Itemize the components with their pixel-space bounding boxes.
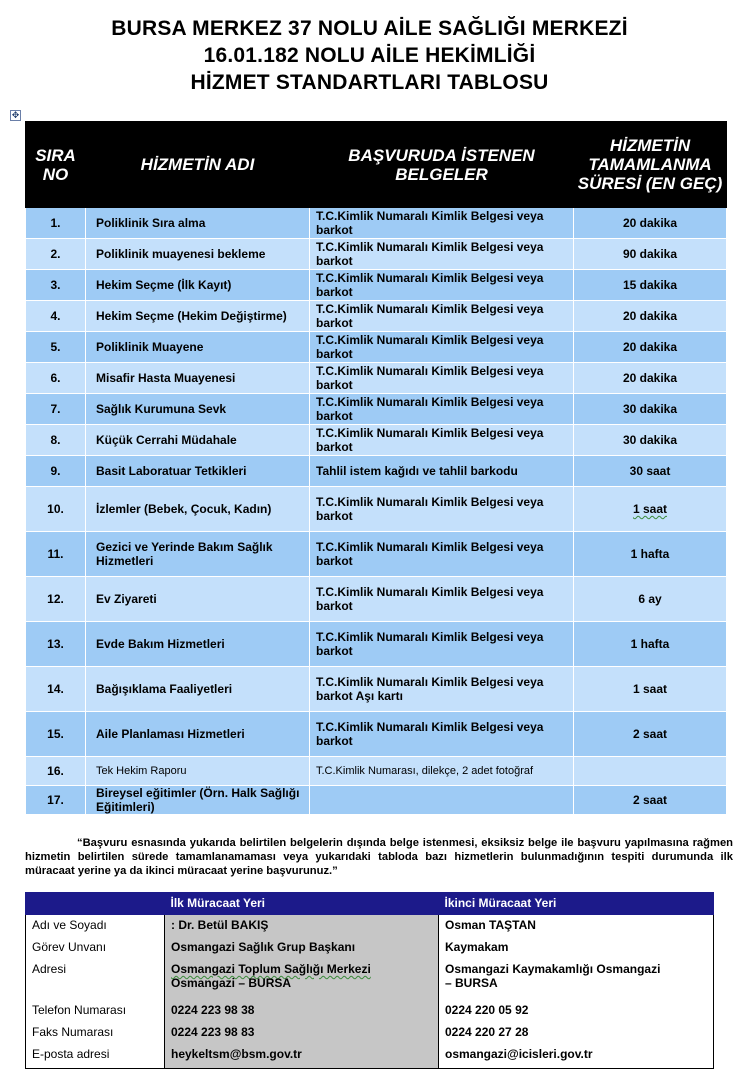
- contact-first-address-line1: Osmangazi Toplum Sağlığı Merkezi: [171, 962, 371, 976]
- row-service-name: Evde Bakım Hizmetleri: [86, 622, 310, 667]
- row-documents: T.C.Kimlik Numarası, dilekçe, 2 adet fotoğraf: [310, 757, 574, 786]
- contact-header-row: [26, 892, 714, 915]
- row-service-name: Aile Planlaması Hizmetleri: [86, 712, 310, 757]
- table-row: [26, 577, 727, 622]
- row-duration: 1 saat: [632, 502, 668, 516]
- title-line-3: HİZMET STANDARTLARI TABLOSU: [190, 71, 549, 94]
- contact-second-name: Osman TAŞTAN: [439, 915, 714, 937]
- row-documents: T.C.Kimlik Numaralı Kimlik Belgesi veya barkot Aşı kartı: [310, 667, 574, 712]
- row-no: 6.: [26, 363, 86, 394]
- row-service-name: Ev Ziyareti: [86, 577, 310, 622]
- header-duration: HİZMETİN TAMAMLANMA SÜRESİ (EN GEÇ): [574, 122, 727, 208]
- contact-first-name: : Dr. Betül BAKIŞ: [165, 915, 439, 937]
- table-row: [26, 208, 727, 239]
- row-documents: Tahlil istem kağıdı ve tahlil barkodu: [310, 456, 574, 487]
- row-duration: [574, 757, 727, 786]
- row-no: 9.: [26, 456, 86, 487]
- row-service-name: Sağlık Kurumuna Sevk: [86, 394, 310, 425]
- contact-row: [26, 1000, 714, 1022]
- row-no: 3.: [26, 270, 86, 301]
- row-documents: T.C.Kimlik Numaralı Kimlik Belgesi veya barkot: [310, 712, 574, 757]
- row-service-name: Hekim Seçme (İlk Kayıt): [86, 270, 310, 301]
- table-row: [26, 786, 727, 815]
- table-row: [26, 487, 727, 532]
- row-documents: T.C.Kimlik Numaralı Kimlik Belgesi veya barkot: [310, 363, 574, 394]
- row-documents: T.C.Kimlik Numaralı Kimlik Belgesi veya barkot: [310, 208, 574, 239]
- row-duration: 1 hafta: [574, 622, 727, 667]
- row-service-name: Hekim Seçme (Hekim Değiştirme): [86, 301, 310, 332]
- row-documents: [310, 786, 574, 815]
- row-no: 11.: [26, 532, 86, 577]
- table-row: [26, 425, 727, 456]
- table-row: [26, 532, 727, 577]
- row-service-name: Basit Laboratuar Tetkikleri: [86, 456, 310, 487]
- contact-second-email[interactable]: osmangazi@icisleri.gov.tr: [439, 1044, 714, 1068]
- contact-second-address-line1: Osmangazi Kaymakamlığı Osmangazi: [445, 962, 661, 976]
- contact-header-second: İkinci Müracaat Yeri: [439, 892, 714, 915]
- table-header-row: [26, 122, 727, 208]
- row-no: 8.: [26, 425, 86, 456]
- header-service-name: HİZMETİN ADI: [86, 122, 310, 208]
- row-no: 13.: [26, 622, 86, 667]
- header-no: SIRA NO: [26, 122, 86, 208]
- row-service-name: Gezici ve Yerinde Bakım Sağlık Hizmetleri: [86, 532, 310, 577]
- row-service-name: Tek Hekim Raporu: [86, 757, 310, 786]
- contact-first-email[interactable]: heykeltsm@bsm.gov.tr: [165, 1044, 439, 1068]
- title-line-2: 16.01.182 NOLU AİLE HEKİMLİĞİ: [203, 44, 536, 67]
- contact-second-fax: 0224 220 27 28: [439, 1022, 714, 1044]
- row-duration: 90 dakika: [574, 239, 727, 270]
- table-row: [26, 239, 727, 270]
- row-duration: 30 dakika: [574, 425, 727, 456]
- table-row: [26, 456, 727, 487]
- row-documents: T.C.Kimlik Numaralı Kimlik Belgesi veya barkot: [310, 622, 574, 667]
- row-no: 15.: [26, 712, 86, 757]
- row-documents: T.C.Kimlik Numaralı Kimlik Belgesi veya barkot: [310, 487, 574, 532]
- row-documents: T.C.Kimlik Numaralı Kimlik Belgesi veya barkot: [310, 425, 574, 456]
- contact-label: E-posta adresi: [26, 1044, 165, 1068]
- row-documents: T.C.Kimlik Numaralı Kimlik Belgesi veya barkot: [310, 394, 574, 425]
- contact-first-address: [165, 959, 439, 1000]
- contact-first-fax: 0224 223 98 83: [165, 1022, 439, 1044]
- row-duration: 1 saat: [574, 667, 727, 712]
- contact-row: [26, 959, 714, 1000]
- contact-second-title: Kaymakam: [439, 937, 714, 959]
- row-duration: 30 saat: [574, 456, 727, 487]
- row-duration: 1 hafta: [574, 532, 727, 577]
- contact-second-phone: 0224 220 05 92: [439, 1000, 714, 1022]
- row-documents: T.C.Kimlik Numaralı Kimlik Belgesi veya barkot: [310, 270, 574, 301]
- contact-label: Görev Unvanı: [26, 937, 165, 959]
- contact-header-first: İlk Müracaat Yeri: [165, 892, 439, 915]
- contact-row: [26, 1044, 714, 1068]
- row-duration: 20 dakika: [574, 363, 727, 394]
- row-duration: 20 dakika: [574, 208, 727, 239]
- row-no: 17.: [26, 786, 86, 815]
- contact-label: Adı ve Soyadı: [26, 915, 165, 937]
- row-duration: 2 saat: [574, 786, 727, 815]
- service-standards-table: [25, 121, 727, 815]
- row-service-name: Poliklinik Sıra alma: [86, 208, 310, 239]
- row-documents: T.C.Kimlik Numaralı Kimlik Belgesi veya barkot: [310, 301, 574, 332]
- contact-second-address: [439, 959, 714, 1000]
- row-service-name: Küçük Cerrahi Müdahale: [86, 425, 310, 456]
- contact-label: Adresi: [26, 959, 165, 1000]
- contact-first-title: Osmangazi Sağlık Grup Başkanı: [165, 937, 439, 959]
- row-service-name: Poliklinik Muayene: [86, 332, 310, 363]
- row-no: 12.: [26, 577, 86, 622]
- application-note: “Başvuru esnasında yukarıda belirtilen belgelerin dışında belge istenmesi, eksiksiz belge ile başvuru yapılmasına rağmen hizmetin belirtilen sürede tamamlanamaması veya yukarıdaki tabloda bazı hizmetlerin bulunmadığının tespiti durumunda ilk müracaat yerine ya da ikinci müracaat yerine başvurunuz.”: [25, 837, 733, 877]
- row-documents: T.C.Kimlik Numaralı Kimlik Belgesi veya barkot: [310, 332, 574, 363]
- row-no: 2.: [26, 239, 86, 270]
- contact-row: [26, 1022, 714, 1044]
- row-documents: T.C.Kimlik Numaralı Kimlik Belgesi veya barkot: [310, 239, 574, 270]
- contact-row: [26, 937, 714, 959]
- row-duration: 20 dakika: [574, 332, 727, 363]
- table-row: [26, 301, 727, 332]
- contact-label: Faks Numarası: [26, 1022, 165, 1044]
- contact-header-empty: [26, 892, 165, 915]
- contact-row: [26, 915, 714, 937]
- table-row: [26, 394, 727, 425]
- row-service-name: Misafir Hasta Muayenesi: [86, 363, 310, 394]
- row-service-name: İzlemler (Bebek, Çocuk, Kadın): [86, 487, 310, 532]
- move-handle-icon[interactable]: ✥: [11, 110, 20, 120]
- row-duration: 6 ay: [574, 577, 727, 622]
- row-duration: 2 saat: [574, 712, 727, 757]
- row-no: 10.: [26, 487, 86, 532]
- header-documents: BAŞVURUDA İSTENEN BELGELER: [310, 122, 574, 208]
- row-documents: T.C.Kimlik Numaralı Kimlik Belgesi veya barkot: [310, 532, 574, 577]
- row-documents: T.C.Kimlik Numaralı Kimlik Belgesi veya barkot: [310, 577, 574, 622]
- contact-first-phone: 0224 223 98 38: [165, 1000, 439, 1022]
- row-no: 14.: [26, 667, 86, 712]
- row-duration: 20 dakika: [574, 301, 727, 332]
- row-service-name: Poliklinik muayenesi bekleme: [86, 239, 310, 270]
- contact-first-address-line2: Osmangazi – BURSA: [171, 976, 292, 990]
- table-row: [26, 270, 727, 301]
- table-row: [26, 622, 727, 667]
- contact-second-address-line2: – BURSA: [445, 976, 498, 990]
- table-row: [26, 667, 727, 712]
- row-no: 1.: [26, 208, 86, 239]
- table-row: [26, 363, 727, 394]
- row-service-name: Bağışıklama Faaliyetleri: [86, 667, 310, 712]
- row-no: 4.: [26, 301, 86, 332]
- row-duration: 30 dakika: [574, 394, 727, 425]
- contact-label: Telefon Numarası: [26, 1000, 165, 1022]
- row-no: 7.: [26, 394, 86, 425]
- row-duration: 15 dakika: [574, 270, 727, 301]
- row-no: 16.: [26, 757, 86, 786]
- title-line-1: BURSA MERKEZ 37 NOLU AİLE SAĞLIĞI MERKEZİ: [111, 17, 628, 40]
- row-service-name: Bireysel eğitimler (Örn. Halk Sağlığı Eğitimleri): [86, 786, 310, 815]
- table-row: [26, 332, 727, 363]
- table-row: [26, 712, 727, 757]
- contact-table: [25, 892, 714, 1069]
- table-row: [26, 757, 727, 786]
- row-no: 5.: [26, 332, 86, 363]
